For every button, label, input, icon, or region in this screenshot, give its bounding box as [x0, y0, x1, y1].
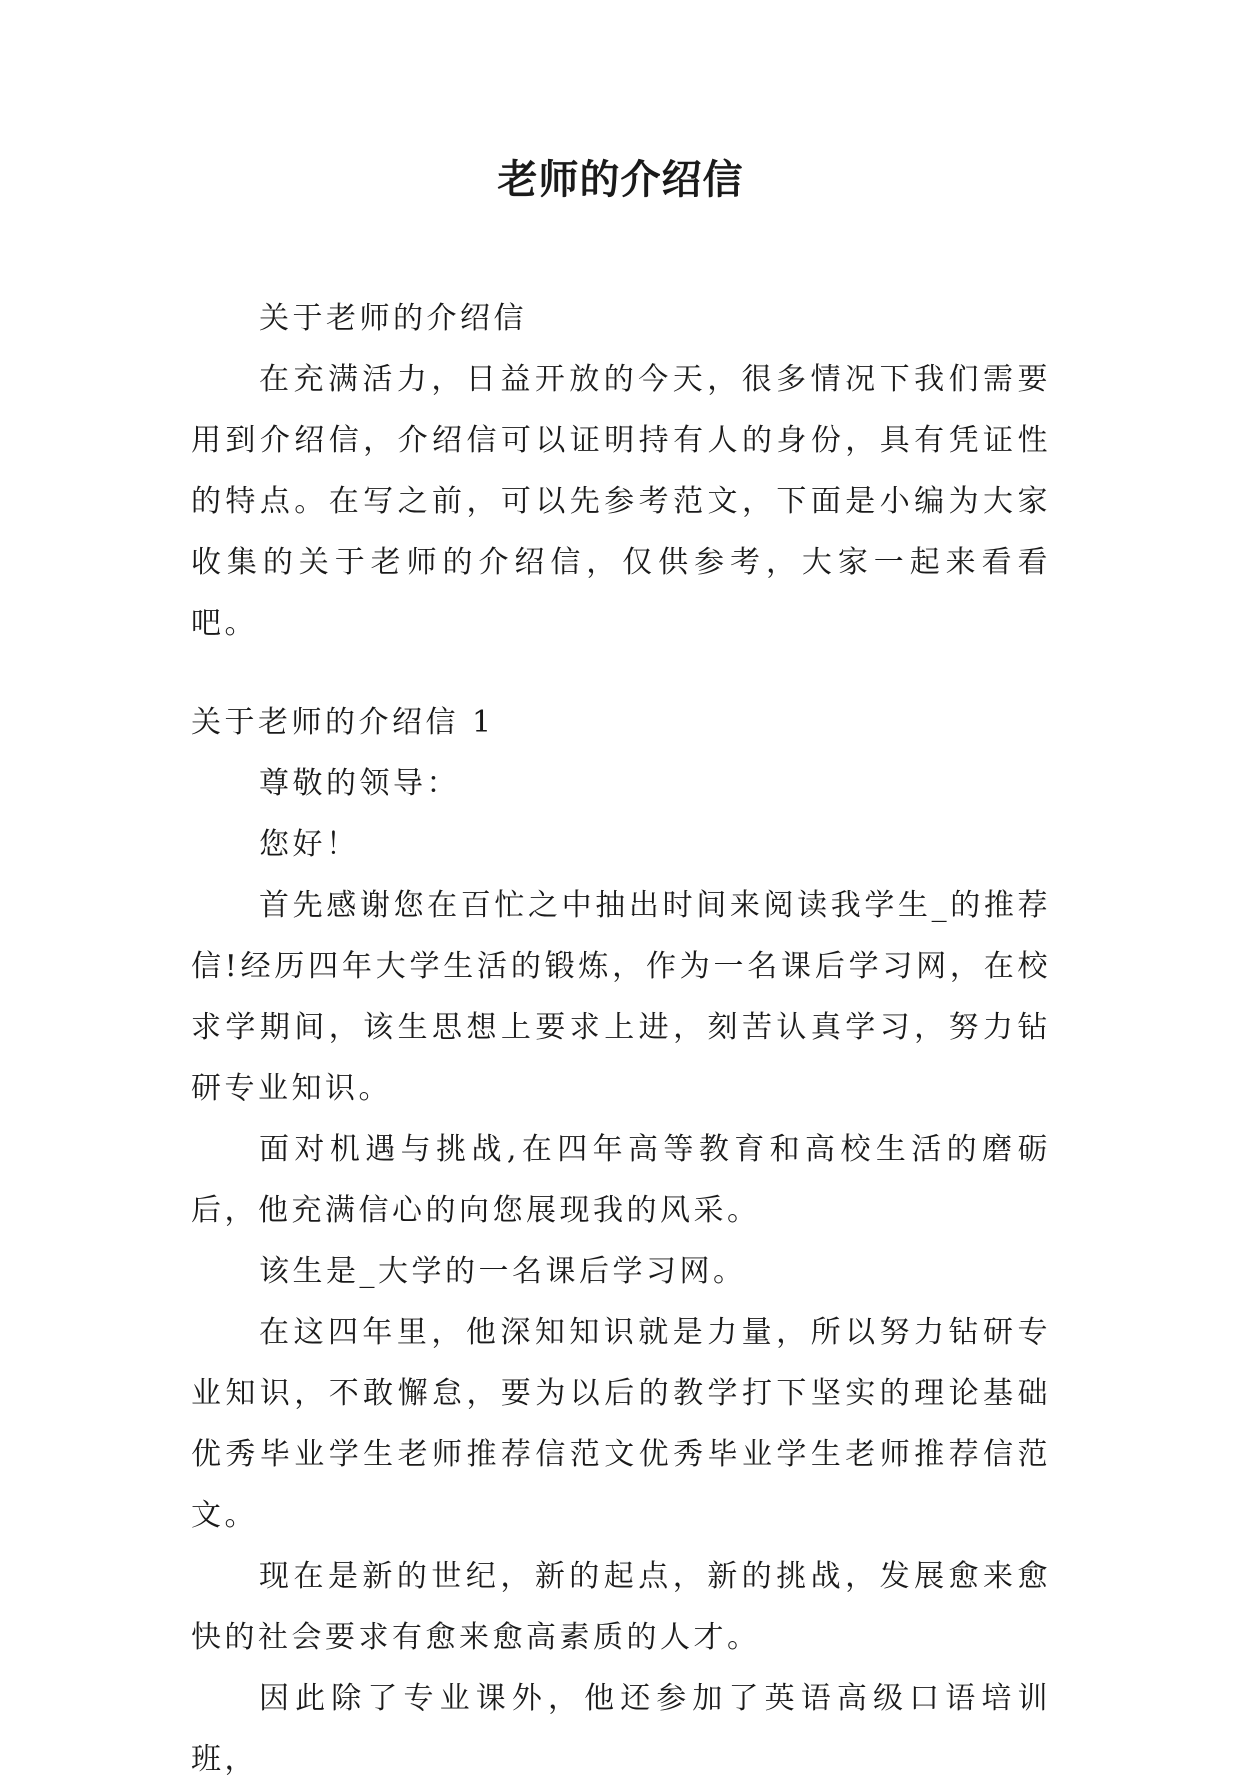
paragraph-body: 面对机遇与挑战,在四年高等教育和高校生活的磨砺后，他充满信心的向您展现我的风采。 — [191, 1132, 1051, 1228]
paragraph-body: 因此除了专业课外，他还参加了英语高级口语培训班， — [191, 1681, 1051, 1777]
paragraph-body: 该生是_大学的一名课后学习网。 — [259, 1254, 747, 1289]
paragraph-body: 首先感谢您在百忙之中抽出时间来阅读我学生_的推荐信!经历四年大学生活的锻炼，作为一名课后学习网，在校求学期间，该生思想上要求上进，刻苦认真学习，努力钻研专业知识。 — [191, 888, 1051, 1106]
paragraph-salutation: 尊敬的领导： — [259, 766, 460, 801]
section-heading: 关于老师的介绍信 1 — [191, 705, 495, 740]
paragraph-greeting: 您好！ — [259, 827, 360, 862]
paragraph-subtitle: 关于老师的介绍信 — [259, 301, 527, 336]
paragraph-intro: 在充满活力，日益开放的今天，很多情况下我们需要用到介绍信，介绍信可以证明持有人的身份，具有凭证性的特点。在写之前，可以先参考范文，下面是小编为大家收集的关于老师的介绍信，仅供参考，大家一起来看看吧。 — [191, 362, 1051, 641]
paragraph-body: 在这四年里，他深知知识就是力量，所以努力钻研专业知识，不敢懈怠，要为以后的教学打下坚实的理论基础优秀毕业学生老师推荐信范文优秀毕业学生老师推荐信范文。 — [191, 1315, 1051, 1533]
document-title: 老师的介绍信 — [497, 157, 744, 203]
document-body — [191, 288, 1051, 1790]
paragraph-body: 现在是新的世纪，新的起点，新的挑战，发展愈来愈快的社会要求有愈来愈高素质的人才。 — [191, 1559, 1051, 1655]
